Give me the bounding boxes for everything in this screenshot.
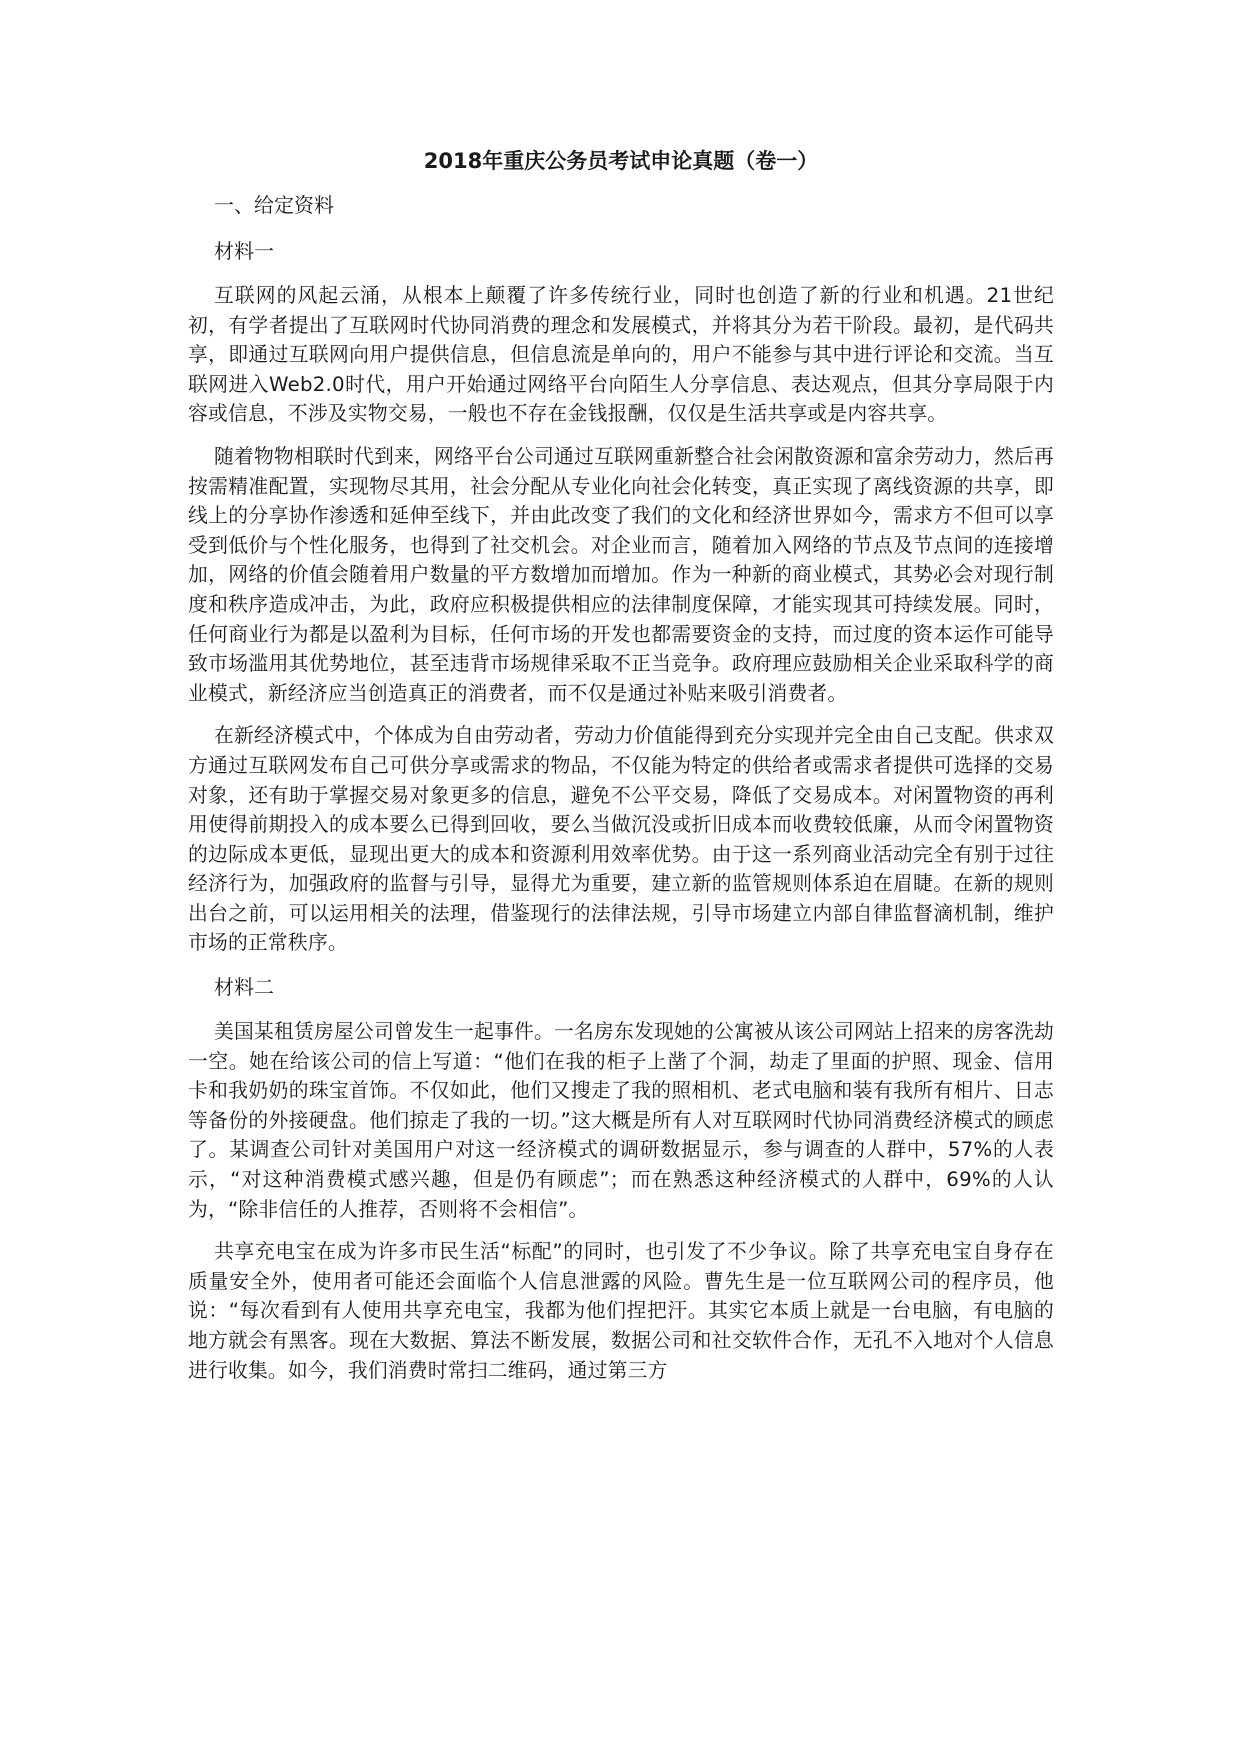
section-heading: 一、给定资料 <box>214 193 334 217</box>
document-title: 2018年重庆公务员考试申论真题（卷一） <box>423 149 819 173</box>
paragraph: 共享充电宝在成为许多市民生活“标配”的同时，也引发了不少争议。除了共享充电宝自身存在质量安全外，使用者可能还会面临个人信息泄露的风险。曹先生是一位互联网公司的程序员，他说：“每次看到有人使用共享充电宝，我都为他们捏把汗。其实它本质上就是一台电脑，有电脑的地方就会有黑客。现在大数据、算法不断发展，数据公司和社交软件合作，无孔不入地对个人信息进行收集。如今，我们消费时常扫二维码，通过第三方 <box>188 1240 1054 1382</box>
paragraph: 美国某租赁房屋公司曾发生一起事件。一名房东发现她的公寓被从该公司网站上招来的房客洗劫一空。她在给该公司的信上写道：“他们在我的柜子上凿了个洞，劫走了里面的护照、现金、信用卡和我奶奶的珠宝首饰。不仅如此，他们又搜走了我的照相机、老式电脑和装有我所有相片、日志等备份的外接硬盘。他们掠走了我的一切。”这大概是所有人对互联网时代协同消费经济模式的顾虑了。某调查公司针对美国用户对这一经济模式的调研数据显示，参与调查的人群中，57%的人表示，“对这种消费模式感兴趣，但是仍有顾虑”；而在熟悉这种经济模式的人群中，69%的人认为，“除非信任的人推荐，否则将不会相信”。 <box>188 1020 1054 1221</box>
paragraph: 在新经济模式中，个体成为自由劳动者，劳动力价值能得到充分实现并完全由自己支配。供求双方通过互联网发布自己可供分享或需求的物品，不仅能为特定的供给者或需求者提供可选择的交易对象，还有助于掌握交易对象更多的信息，避免不公平交易，降低了交易成本。对闲置物资的再利用使得前期投入的成本要么已得到回收，要么当做沉没或折旧成本而收费较低廉，从而令闲置物资的边际成本更低，显现出更大的成本和资源利用效率优势。由于这一系列商业活动完全有别于过往经济行为，加强政府的监督与引导，显得尤为重要，建立新的监管规则体系迫在眉睫。在新的规则出台之前，可以运用相关的法理，借鉴现行的法律法规，引导市场建立内部自律监督滴机制，维护市场的正常秩序。 <box>188 724 1054 955</box>
paragraph: 互联网的风起云涌，从根本上颠覆了许多传统行业，同时也创造了新的行业和机遇。21世纪初，有学者提出了互联网时代协同消费的理念和发展模式，并将其分为若干阶段。最初，是代码共享，即通过互联网向用户提供信息，但信息流是单向的，用户不能参与其中进行评论和交流。当互联网进入Web2.0时代，用户开始通过网络平台向陌生人分享信息、表达观点，但其分享局限于内容或信息，不涉及实物交易，一般也不存在金钱报酬，仅仅是生活共享或是内容共享。 <box>188 284 1054 426</box>
material-2-heading: 材料二 <box>214 975 274 1000</box>
document-page <box>188 145 1054 1398</box>
paragraph: 随着物物相联时代到来，网络平台公司通过互联网重新整合社会闲散资源和富余劳动力，然后再按需精准配置，实现物尽其用，社会分配从专业化向社会化转变，真正实现了离线资源的共享，即线上的分享协作渗透和延伸至线下，并由此改变了我们的文化和经济世界如今，需求方不但可以享受到低价与个性化服务，也得到了社交机会。对企业而言，随着加入网络的节点及节点间的连接增加，网络的价值会随着用户数量的平方数增加而增加。作为一种新的商业模式，其势必会对现行制度和秩序造成冲击，为此，政府应积极提供相应的法律制度保障，才能实现其可持续发展。同时，任何商业行为都是以盈利为目标，任何市场的开发也都需要资金的支持，而过度的资本运作可能导致市场滥用其优势地位，甚至违背市场规律采取不正当竞争。政府理应鼓励相关企业采取科学的商业模式，新经济应当创造真正的消费者，而不仅是通过补贴来吸引消费者。 <box>188 444 1054 705</box>
material-1-heading: 材料一 <box>214 239 274 263</box>
